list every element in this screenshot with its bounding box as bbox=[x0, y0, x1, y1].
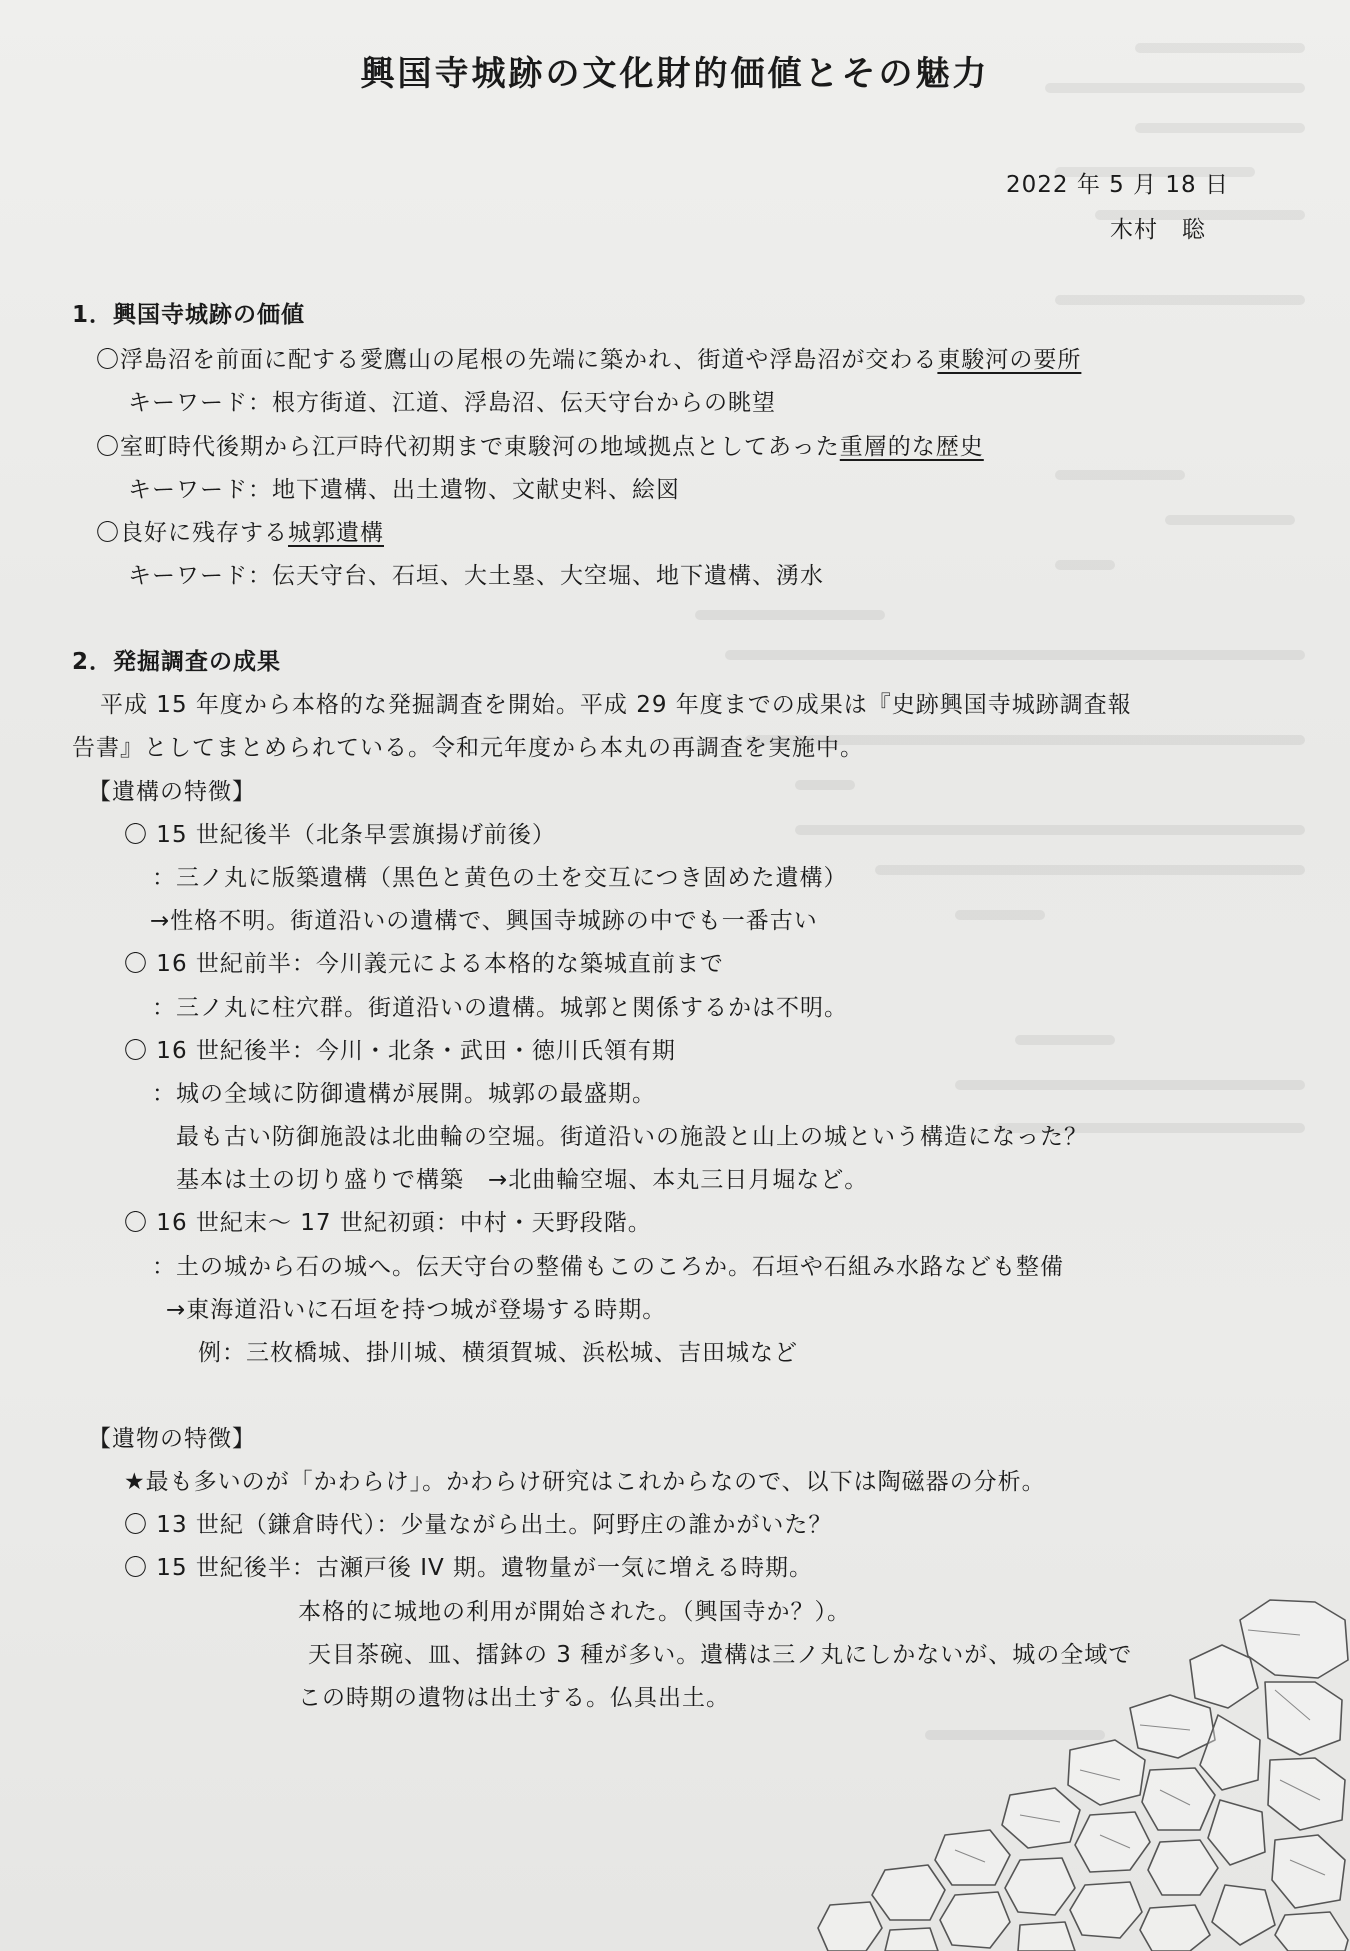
feature-line: →性格不明。街道沿いの遺構で、興国寺城跡の中でも一番古い bbox=[150, 908, 818, 934]
features-heading: 【遺構の特徴】 bbox=[88, 779, 256, 805]
item-text: 室町時代後期から江戸時代初期まで東駿河の地域拠点としてあった bbox=[120, 434, 840, 460]
feature-line: →東海道沿いに石垣を持つ城が登場する時期。 bbox=[166, 1297, 667, 1323]
feature-line: 基本は土の切り盛りで構築 →北曲輪空堀、本丸三日月堀など。 bbox=[176, 1167, 869, 1193]
section1-item1 bbox=[96, 341, 1081, 374]
feature-line: ：三ノ丸に版築遺構（黒色と黄色の土を交互につき固めた遺構） bbox=[152, 865, 848, 891]
stone-wall-illustration bbox=[770, 1590, 1350, 1951]
item-emphasis: 東駿河の要所 bbox=[937, 347, 1082, 373]
feature-line: 例：三枚橋城、掛川城、横須賀城、浜松城、吉田城など bbox=[198, 1340, 798, 1366]
section1-item2-keywords: キーワード：地下遺構、出土遺物、文献史料、絵図 bbox=[128, 477, 680, 503]
section1-item3 bbox=[96, 514, 384, 547]
author-name: 木村 聡 bbox=[1110, 217, 1206, 243]
feature-line: ：土の城から石の城へ。伝天守台の整備もこのころか。石垣や石組み水路なども整備 bbox=[152, 1254, 1064, 1280]
item-emphasis: 重層的な歴史 bbox=[839, 434, 984, 460]
item-text: 良好に残存する bbox=[120, 520, 288, 546]
feature-line: 〇 16 世紀前半：今川義元による本格的な築城直前まで bbox=[124, 951, 724, 977]
section1-item2 bbox=[96, 428, 984, 461]
relics-heading: 【遺物の特徴】 bbox=[88, 1426, 256, 1452]
section1-heading: 1．興国寺城跡の価値 bbox=[72, 302, 306, 328]
relic-line: 天目茶碗、皿、擂鉢の 3 種が多い。遺構は三ノ丸にしかないが、城の全域で bbox=[308, 1642, 1133, 1668]
item-bullet: 〇 bbox=[96, 434, 120, 460]
document-date: 2022 年 5 月 18 日 bbox=[1006, 172, 1229, 198]
page-title: 興国寺城跡の文化財的価値とその魅力 bbox=[360, 54, 990, 94]
item-emphasis: 城郭遺構 bbox=[288, 520, 384, 546]
item-bullet: 〇 bbox=[96, 347, 120, 373]
item-text: 浮島沼を前面に配する愛鷹山の尾根の先端に築かれ、街道や浮島沼が交わる bbox=[120, 347, 938, 373]
section2-intro-line1: 平成 15 年度から本格的な発掘調査を開始。平成 29 年度までの成果は『史跡興国寺城跡調査報 bbox=[100, 692, 1132, 718]
relic-line: ★最も多いのが「かわらけ」。かわらけ研究はこれからなので、以下は陶磁器の分析。 bbox=[124, 1469, 1046, 1495]
relic-line: この時期の遺物は出土する。仏具出土。 bbox=[298, 1685, 730, 1711]
feature-line: 最も古い防御施設は北曲輪の空堀。街道沿いの施設と山上の城という構造になった？ bbox=[176, 1124, 1088, 1150]
item-bullet: 〇 bbox=[96, 520, 120, 546]
section2-heading: 2．発掘調査の成果 bbox=[72, 649, 282, 675]
relic-line: 〇 13 世紀（鎌倉時代）：少量ながら出土。阿野庄の誰かがいた？ bbox=[124, 1512, 833, 1538]
section1-item1-keywords: キーワード：根方街道、江道、浮島沼、伝天守台からの眺望 bbox=[128, 390, 776, 416]
section2-intro-line2: 告書』としてまとめられている。令和元年度から本丸の再調査を実施中。 bbox=[72, 735, 864, 761]
feature-line: ：三ノ丸に柱穴群。街道沿いの遺構。城郭と関係するかは不明。 bbox=[152, 995, 848, 1021]
feature-line: ：城の全域に防御遺構が展開。城郭の最盛期。 bbox=[152, 1081, 656, 1107]
feature-line: 〇 16 世紀末～ 17 世紀初頭：中村・天野段階。 bbox=[124, 1210, 652, 1236]
section1-item3-keywords: キーワード：伝天守台、石垣、大土塁、大空堀、地下遺構、湧水 bbox=[128, 563, 824, 589]
feature-line: 〇 15 世紀後半（北条早雲旗揚げ前後） bbox=[124, 822, 556, 848]
relic-line: 〇 15 世紀後半：古瀬戸後 IV 期。遺物量が一気に増える時期。 bbox=[124, 1555, 814, 1581]
relic-line: 本格的に城地の利用が開始された。（興国寺か？）。 bbox=[298, 1599, 851, 1625]
feature-line: 〇 16 世紀後半：今川・北条・武田・徳川氏領有期 bbox=[124, 1038, 676, 1064]
